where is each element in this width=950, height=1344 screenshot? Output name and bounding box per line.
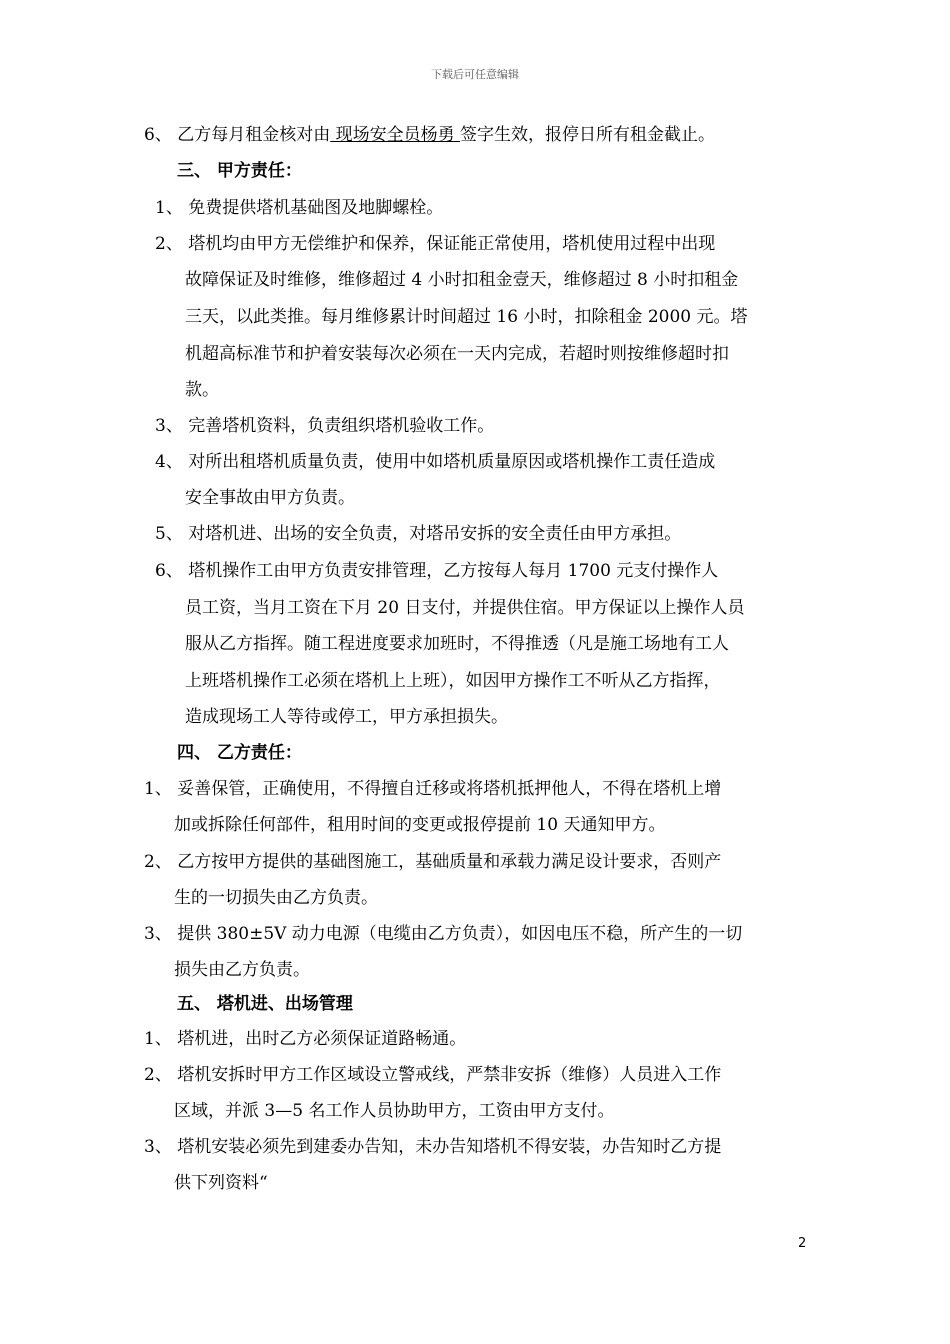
list-item: 2、 乙方按甲方提供的基础图施工，基础质量和承载力满足设计要求，否则产 (144, 852, 722, 872)
section-heading-party-a: 三、 甲方责任： (177, 161, 302, 181)
section-heading-party-b: 四、 乙方责任： (177, 743, 302, 763)
list-item-continuation: 损失由乙方负责。 (174, 960, 310, 980)
list-item-continuation: 故障保证及时维修，维修超过 4 小时扣租金壹天，维修超过 8 小时扣租金 (185, 270, 739, 290)
list-item: 2、 塔机均由甲方无偿维护和保养，保证能正常使用，塔机使用过程中出现 (155, 234, 716, 254)
list-item-continuation: 安全事故由甲方负责。 (185, 488, 355, 508)
list-item-continuation: 三天，以此类推。每月维修累计时间超过 16 小时，扣除租金 2000 元。塔 (185, 307, 748, 327)
list-item-continuation: 造成现场工人等待或停工，甲方承担损失。 (185, 707, 508, 727)
list-item: 1、 塔机进，出时乙方必须保证道路畅通。 (144, 1029, 467, 1049)
list-item-continuation: 上班塔机操作工必须在塔机上上班），如因甲方操作工不听从乙方指挥， (185, 671, 721, 691)
section-heading-site-management: 五、 塔机进、出场管理 (177, 994, 353, 1014)
list-item-continuation: 机超高标准节和护着安装每次必须在一天内完成，若超时则按维修超时扣 (185, 344, 729, 364)
clause-6-rent-verification (144, 124, 715, 146)
list-item: 1、 免费提供塔机基础图及地脚螺栓。 (155, 198, 444, 218)
page-number: 2 (798, 1236, 807, 1251)
clause-text: 6、 乙方每月租金核对由 (144, 125, 331, 145)
list-item-continuation: 服从乙方指挥。随工程进度要求加班时，不得推透（凡是施工场地有工人 (185, 634, 729, 654)
list-item: 3、 塔机安装必须先到建委办告知，未办告知塔机不得安装，办告知时乙方提 (144, 1137, 722, 1157)
list-item-continuation: 款。 (185, 380, 219, 400)
list-item-continuation: 供下列资料“ (174, 1173, 268, 1193)
clause-text: 签字生效，报停日所有租金截止。 (460, 125, 716, 145)
list-item: 2、 塔机安拆时甲方工作区域设立警戒线，严禁非安拆（维修）人员进入工作 (144, 1065, 722, 1085)
list-item-continuation: 员工资，当月工资在下月 20 日支付，并提供住宿。甲方保证以上操作人员 (185, 598, 745, 618)
list-item: 6、 塔机操作工由甲方负责安排管理，乙方按每人每月 1700 元支付操作人 (155, 561, 719, 581)
list-item: 1、 妥善保管，正确使用，不得擅自迁移或将塔机抵押他人，不得在塔机上增 (144, 779, 722, 799)
list-item: 4、 对所出租塔机质量负责，使用中如塔机质量原因或塔机操作工责任造成 (155, 452, 716, 472)
list-item-continuation: 生的一切损失由乙方负责。 (174, 888, 378, 908)
underlined-signer: 现场安全员杨勇 (330, 125, 461, 145)
list-item-continuation: 区域，并派 3—5 名工作人员协助甲方，工资由甲方支付。 (174, 1101, 615, 1121)
list-item: 3、 提供 380±5V 动力电源（电缆由乙方负责），如因电压不稳，所产生的一切 (144, 924, 743, 944)
list-item-continuation: 加或拆除任何部件，租用时间的变更或报停提前 10 天通知甲方。 (174, 815, 666, 835)
list-item: 5、 对塔机进、出场的安全负责，对塔吊安拆的安全责任由甲方承担。 (155, 524, 682, 544)
list-item: 3、 完善塔机资料，负责组织塔机验收工作。 (155, 416, 495, 436)
page-header: 下载后可任意编辑 (431, 68, 519, 81)
